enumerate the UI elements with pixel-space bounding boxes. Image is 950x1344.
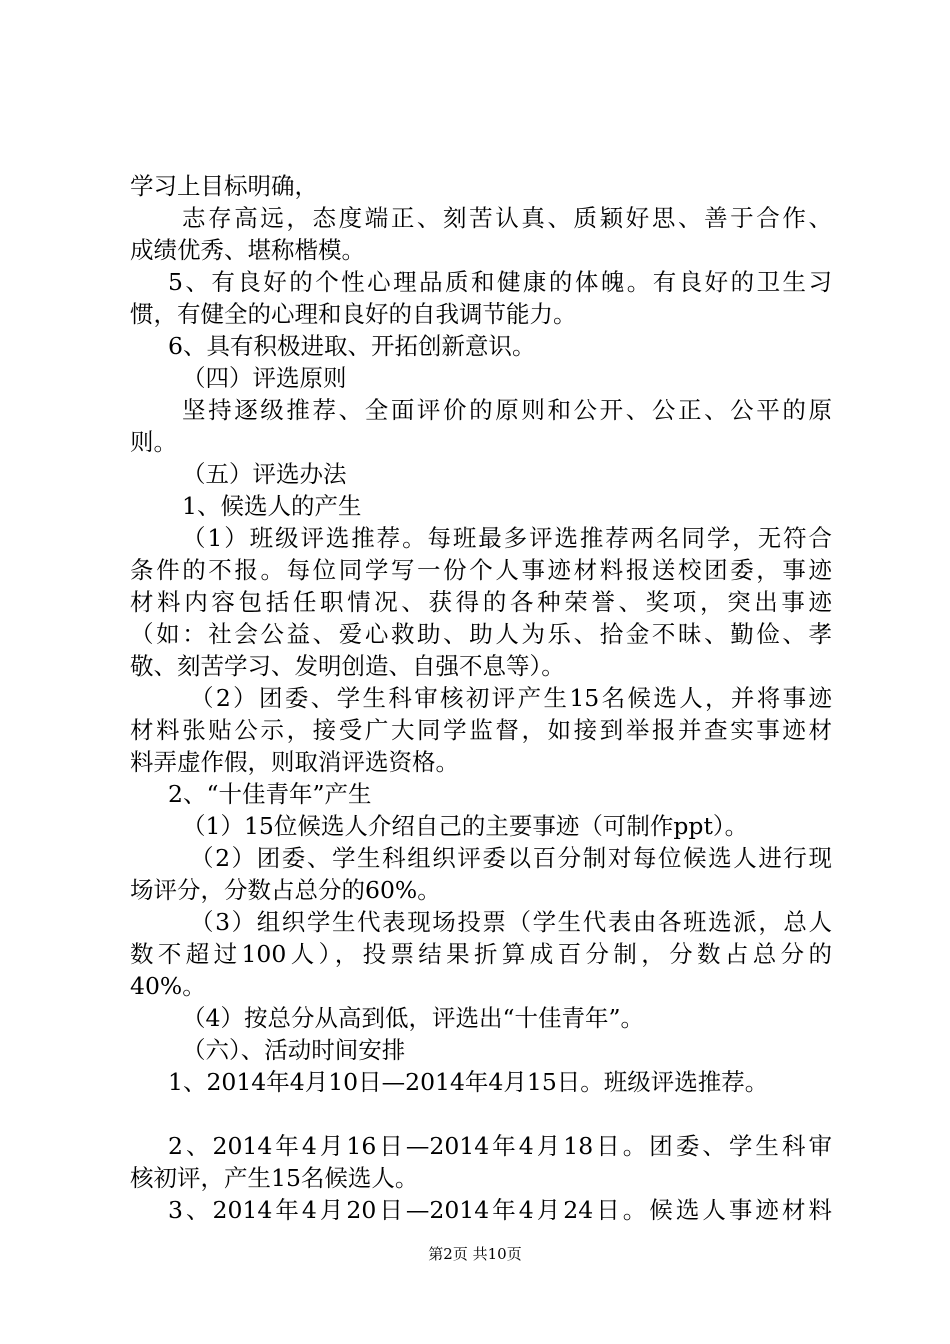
text-line: 2、2014年4月16日—2014年4月18日。团委、学生科审	[168, 1132, 832, 1160]
text-line: 则。	[130, 428, 177, 456]
text-line: 成绩优秀、堪称楷模。	[130, 236, 365, 264]
subsection-heading: 2、“十佳青年”产生	[168, 780, 372, 808]
text-line: 志存高远，态度端正、刻苦认真、质颖好思、善于合作、	[182, 204, 832, 232]
text-line: 40%。	[130, 972, 206, 1000]
text-line: 坚持逐级推荐、全面评价的原则和公开、公正、公平的原	[182, 396, 832, 424]
section-heading: （四）评选原则	[182, 364, 347, 392]
page-number-footer: 第2页 共10页	[428, 1245, 522, 1263]
text-line: 3、2014年4月20日—2014年4月24日。候选人事迹材料	[168, 1196, 832, 1224]
text-line: 5、有良好的个性心理品质和健康的体魄。有良好的卫生习	[168, 268, 832, 296]
section-heading: （六）、活动时间安排	[182, 1036, 406, 1064]
text-line: 核初评，产生15名候选人。	[130, 1164, 419, 1192]
text-line: （1）15位候选人介绍自己的主要事迹（可制作ppt）。	[182, 812, 749, 840]
text-line: 1、2014年4月10日—2014年4月15日。班级评选推荐。	[168, 1068, 769, 1096]
text-line: （如：社会公益、爱心救助、助人为乐、拾金不昧、勤俭、孝	[130, 620, 832, 648]
section-heading: （五）评选办法	[182, 460, 347, 488]
text-line: 场评分，分数占总分的60%。	[130, 876, 441, 904]
text-line: 学习上目标明确，	[130, 172, 318, 200]
text-line: （1）班级评选推荐。每班最多评选推荐两名同学，无符合	[182, 524, 832, 552]
text-line: 条件的不报。每位同学写一份个人事迹材料报送校团委，事迹	[130, 556, 832, 584]
text-line: 敬、刻苦学习、发明创造、自强不息等）。	[130, 652, 565, 680]
text-line: （2）团委、学生科组织评委以百分制对每位候选人进行现	[190, 844, 832, 872]
document-body	[130, 170, 832, 1226]
text-line: 惯，有健全的心理和良好的自我调节能力。	[130, 300, 577, 328]
text-line: 材料张贴公示，接受广大同学监督，如接到举报并查实事迹材	[130, 716, 832, 744]
text-line: 数不超过100人），投票结果折算成百分制，分数占总分的	[130, 940, 832, 968]
text-line: （4）按总分从高到低，评选出“十佳青年”。	[182, 1004, 644, 1032]
text-line: 材料内容包括任职情况、获得的各种荣誉、奖项，突出事迹	[130, 588, 832, 616]
text-line: （3）组织学生代表现场投票（学生代表由各班选派，总人	[190, 908, 832, 936]
subsection-heading: 1、候选人的产生	[182, 492, 362, 520]
text-line: 6、具有积极进取、开拓创新意识。	[168, 332, 536, 360]
text-line: （2）团委、学生科审核初评产生15名候选人，并将事迹	[190, 684, 832, 712]
blank-line	[130, 1098, 832, 1130]
text-line: 料弄虚作假，则取消评选资格。	[130, 748, 459, 776]
